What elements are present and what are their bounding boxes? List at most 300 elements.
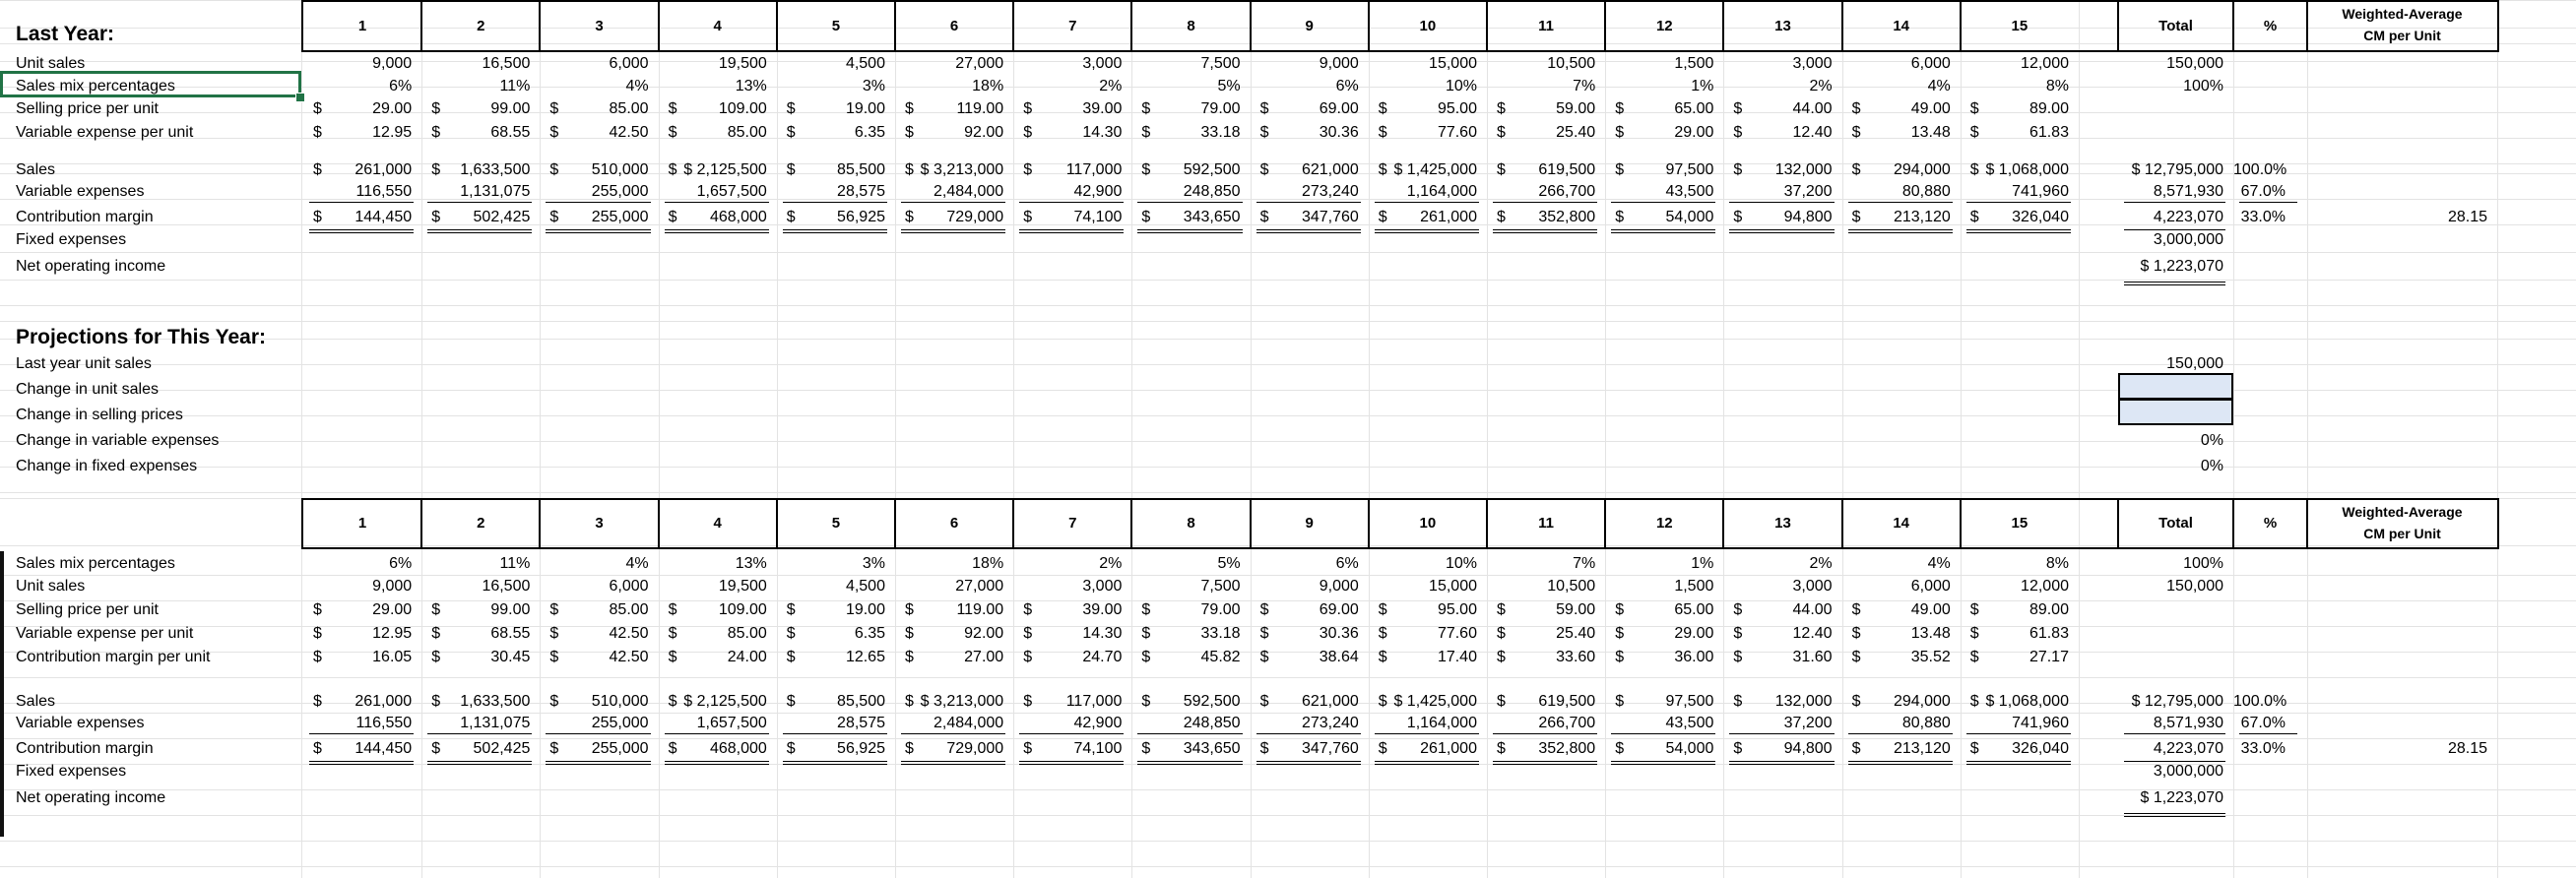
ty-cm-wacm: 28.15 xyxy=(2447,740,2487,757)
cell-ty0-8: 5% xyxy=(1217,555,1241,572)
cell-ly3-6: 92.00 xyxy=(964,124,1004,141)
ty-col-header-11: 11 xyxy=(1538,515,1555,532)
cell-ly-variable-5: 28,575 xyxy=(837,183,885,200)
underline xyxy=(1256,764,1361,765)
cell-ty1-8: 7,500 xyxy=(1200,578,1241,595)
cell-ty2-10: 95.00 xyxy=(1437,601,1477,618)
cell-ly-cm-14: 213,120 xyxy=(1893,209,1951,225)
dollar-sign: $ xyxy=(1259,740,1269,757)
underline xyxy=(309,202,414,203)
cell-ty-cm-5: 56,925 xyxy=(837,740,885,757)
projections-title: Projections for This Year: xyxy=(16,326,267,348)
cell-ly-sales-2: 1,633,500 xyxy=(460,161,531,178)
dollar-sign: $ xyxy=(313,124,322,141)
cell-ty-cm-3: 255,000 xyxy=(591,740,649,757)
total-underline xyxy=(2124,813,2225,814)
dollar-sign: $ xyxy=(313,161,322,178)
dollar-sign: $ xyxy=(1615,161,1625,178)
dollar-sign: $ xyxy=(1023,209,1033,225)
cell-ty2-9: 69.00 xyxy=(1319,601,1359,618)
dollar-sign: $ xyxy=(786,100,796,117)
cell-ty-cm-12: 54,000 xyxy=(1665,740,1714,757)
cell-ly-cm-7: 74,100 xyxy=(1073,209,1123,225)
cell-ty3-7: 14.30 xyxy=(1082,625,1123,642)
cell-ly0-1: 9,000 xyxy=(372,55,413,72)
underline xyxy=(309,229,414,230)
dollar-sign: $ xyxy=(549,100,559,117)
dollar-sign: $ xyxy=(1969,649,1979,665)
cell-ty0-7: 2% xyxy=(1099,555,1123,572)
dollar-sign: $ xyxy=(786,740,796,757)
underline xyxy=(1729,761,1834,762)
grid-row-line xyxy=(0,492,2576,493)
cell-ly-sales-9: 621,000 xyxy=(1301,161,1359,178)
cell-ty-variable-11: 266,700 xyxy=(1538,715,1596,731)
cell-ly0-5: 4,500 xyxy=(845,55,885,72)
cell-ly3-10: 77.60 xyxy=(1437,124,1477,141)
cell-ty3-14: 13.48 xyxy=(1910,625,1951,642)
ly-wacm-header-2: CM per Unit xyxy=(2363,28,2441,43)
cell-ty-cm-7: 74,100 xyxy=(1073,740,1123,757)
dollar-sign: $ xyxy=(1378,161,1387,178)
dollar-sign: $ xyxy=(1615,625,1625,642)
total-underline xyxy=(2124,229,2225,230)
total-underline xyxy=(2124,761,2225,762)
cell-ty4-7: 24.70 xyxy=(1082,649,1123,665)
cell-ty-sales-7: 117,000 xyxy=(1065,693,1123,710)
dollar-sign: $ xyxy=(1023,601,1033,618)
cell-ly1-10: 10% xyxy=(1445,78,1477,94)
dollar-sign: $ xyxy=(1969,693,1979,710)
cell-ty1-7: 3,000 xyxy=(1082,578,1123,595)
underline xyxy=(1137,232,1242,233)
underline xyxy=(427,761,532,762)
underline xyxy=(1611,232,1715,233)
underline xyxy=(901,232,1005,233)
projection-value-0: 150,000 xyxy=(2166,355,2223,372)
dollar-sign: $ xyxy=(431,209,441,225)
cell-ly3-11: 25.40 xyxy=(1556,124,1596,141)
dollar-sign: $ xyxy=(905,625,914,642)
row-label: Contribution margin xyxy=(16,209,154,225)
cell-ly-sales-3: 510,000 xyxy=(591,161,649,178)
cell-ty2-11: 59.00 xyxy=(1556,601,1596,618)
dollar-sign: $ xyxy=(1023,649,1033,665)
dollar-sign: $ xyxy=(549,693,559,710)
cell-ly-variable-10: 1,164,000 xyxy=(1406,183,1477,200)
dollar-sign: $ xyxy=(1141,124,1151,141)
cell-ly-sales-14: 294,000 xyxy=(1893,161,1951,178)
cell-ty-variable-4: 1,657,500 xyxy=(696,715,767,731)
cell-ty4-9: 38.64 xyxy=(1319,649,1359,665)
cell-ty-variable-12: 43,500 xyxy=(1665,715,1714,731)
cell-ly2-11: 59.00 xyxy=(1556,100,1596,117)
grid-row-line xyxy=(0,866,2576,867)
cell-ty-variable-5: 28,575 xyxy=(837,715,885,731)
cell-ly-cm-5: 56,925 xyxy=(837,209,885,225)
ty-col-header-2: 2 xyxy=(477,515,485,532)
row-label: Fixed expenses xyxy=(16,231,127,248)
grid-row-line xyxy=(0,305,2576,306)
cell-ty0-1: 6% xyxy=(389,555,413,572)
grid-row-line xyxy=(0,841,2576,842)
dollar-sign: $ xyxy=(313,649,322,665)
ly-col-header-12: 12 xyxy=(1655,17,1673,34)
dollar-sign: $ xyxy=(549,124,559,141)
total-underline xyxy=(2124,816,2225,817)
cell-ly2-12: 65.00 xyxy=(1674,100,1714,117)
cell-ty-cm-13: 94,800 xyxy=(1783,740,1833,757)
cell-ty1-5: 4,500 xyxy=(845,578,885,595)
dollar-sign: $ xyxy=(549,601,559,618)
cell-ly1-7: 2% xyxy=(1099,78,1123,94)
cell-ty1-15: 12,000 xyxy=(2021,578,2069,595)
cell-ty4-8: 45.82 xyxy=(1200,649,1241,665)
dollar-sign: $ xyxy=(1141,625,1151,642)
dollar-sign: $ xyxy=(431,740,441,757)
dollar-sign: $ xyxy=(1851,740,1861,757)
dollar-sign: $ xyxy=(1023,693,1033,710)
ly0-total: 150,000 xyxy=(2166,55,2223,72)
cell-ly-cm-12: 54,000 xyxy=(1665,209,1714,225)
cell-ly1-4: 13% xyxy=(735,78,767,94)
cell-ty0-13: 2% xyxy=(1809,555,1833,572)
cell-ly2-7: 39.00 xyxy=(1082,100,1123,117)
dollar-sign: $ xyxy=(313,740,322,757)
dollar-sign: $ xyxy=(431,100,441,117)
ty-col-header-1: 1 xyxy=(357,515,367,532)
underline xyxy=(1611,202,1715,203)
dollar-sign: $ xyxy=(1497,649,1506,665)
dollar-sign: $ xyxy=(905,161,914,178)
dollar-sign: $ xyxy=(1615,649,1625,665)
dollar-sign: $ xyxy=(668,209,677,225)
ty-col-header-14: 14 xyxy=(1893,515,1910,532)
cell-ly-variable-9: 273,240 xyxy=(1301,183,1359,200)
cell-ty2-6: 119.00 xyxy=(956,601,1004,618)
dollar-sign: $ xyxy=(1851,100,1861,117)
cell-ty2-2: 99.00 xyxy=(490,601,531,618)
underline xyxy=(309,733,414,734)
underline xyxy=(783,733,887,734)
underline xyxy=(1966,733,2071,734)
input-cell-1[interactable] xyxy=(2118,373,2233,400)
dollar-sign: $ xyxy=(549,209,559,225)
cell-ty1-2: 16,500 xyxy=(482,578,531,595)
cell-ty0-2: 11% xyxy=(499,555,531,572)
cell-ly2-2: 99.00 xyxy=(490,100,531,117)
cell-ly-sales-6: $ 3,213,000 xyxy=(920,161,1004,178)
cell-ly3-12: 29.00 xyxy=(1674,124,1714,141)
cell-ly1-9: 6% xyxy=(1335,78,1359,94)
underline xyxy=(783,202,887,203)
row-label: Variable expense per unit xyxy=(16,124,194,141)
cell-ly2-3: 85.00 xyxy=(609,100,649,117)
cell-ly0-9: 9,000 xyxy=(1319,55,1359,72)
ty-total-header: Total xyxy=(2158,515,2193,532)
cell-ly1-8: 5% xyxy=(1217,78,1241,94)
underline xyxy=(1137,764,1242,765)
cell-ty1-10: 15,000 xyxy=(1429,578,1477,595)
row-label: Sales mix percentages xyxy=(16,78,175,94)
cell-ly0-11: 10,500 xyxy=(1547,55,1596,72)
ty-variable-pct: 67.0% xyxy=(2240,715,2286,731)
cell-ly-variable-8: 248,850 xyxy=(1183,183,1241,200)
underline xyxy=(1137,202,1242,203)
cell-ty4-3: 42.50 xyxy=(609,649,649,665)
cell-ty2-1: 29.00 xyxy=(372,601,413,618)
dollar-sign: $ xyxy=(1023,124,1033,141)
cell-ly-variable-4: 1,657,500 xyxy=(696,183,767,200)
selection-fill-handle[interactable] xyxy=(295,93,305,102)
dollar-sign: $ xyxy=(431,625,441,642)
dollar-sign: $ xyxy=(1497,601,1506,618)
underline xyxy=(1493,764,1597,765)
cell-ty-variable-13: 37,200 xyxy=(1783,715,1833,731)
underline xyxy=(1729,232,1834,233)
underline xyxy=(665,202,769,203)
ly-total-header: Total xyxy=(2158,17,2193,34)
dollar-sign: $ xyxy=(1259,649,1269,665)
underline xyxy=(1256,202,1361,203)
dollar-sign: $ xyxy=(1378,740,1387,757)
cell-ly0-8: 7,500 xyxy=(1200,55,1241,72)
cell-ly3-13: 12.40 xyxy=(1792,124,1833,141)
grid-col-line xyxy=(301,0,302,878)
dollar-sign: $ xyxy=(313,100,322,117)
cell-ty-variable-6: 2,484,000 xyxy=(934,715,1004,731)
dollar-sign: $ xyxy=(1851,649,1861,665)
dollar-sign: $ xyxy=(1851,601,1861,618)
ly-col-header-5: 5 xyxy=(831,17,841,34)
underline xyxy=(1966,229,2071,230)
cell-ty-sales-4: $ 2,125,500 xyxy=(683,693,767,710)
ly-col-header-13: 13 xyxy=(1774,17,1791,34)
cell-ly-variable-12: 43,500 xyxy=(1665,183,1714,200)
cell-ly2-13: 44.00 xyxy=(1792,100,1833,117)
dollar-sign: $ xyxy=(786,209,796,225)
dollar-sign: $ xyxy=(1969,124,1979,141)
cell-ty3-12: 29.00 xyxy=(1674,625,1714,642)
dollar-sign: $ xyxy=(431,693,441,710)
cell-ly-sales-5: 85,500 xyxy=(837,161,885,178)
cell-ty-variable-2: 1,131,075 xyxy=(460,715,531,731)
dollar-sign: $ xyxy=(1851,209,1861,225)
underline xyxy=(546,764,650,765)
grid-row-line xyxy=(0,280,2576,281)
cell-ty-cm-6: 729,000 xyxy=(946,740,1004,757)
dollar-sign: $ xyxy=(1259,601,1269,618)
cell-ty1-14: 6,000 xyxy=(1910,578,1951,595)
cell-ty3-13: 12.40 xyxy=(1792,625,1833,642)
cell-ly1-14: 4% xyxy=(1927,78,1951,94)
cell-ty-sales-15: $ 1,068,000 xyxy=(1985,693,2069,710)
cell-ty-sales-1: 261,000 xyxy=(354,693,413,710)
dollar-sign: $ xyxy=(1259,625,1269,642)
cell-ty4-15: 27.17 xyxy=(2029,649,2069,665)
ly-col-header-11: 11 xyxy=(1538,17,1555,34)
cell-ly1-3: 4% xyxy=(625,78,649,94)
dollar-sign: $ xyxy=(431,601,441,618)
cell-ly-sales-4: $ 2,125,500 xyxy=(683,161,767,178)
ty-col-header-15: 15 xyxy=(2011,515,2029,532)
underline xyxy=(901,229,1005,230)
underline xyxy=(1848,761,1953,762)
cell-ly-variable-11: 266,700 xyxy=(1538,183,1596,200)
cell-ty2-4: 109.00 xyxy=(718,601,767,618)
dollar-sign: $ xyxy=(1615,601,1625,618)
cell-ly3-15: 61.83 xyxy=(2029,124,2069,141)
cell-ly0-7: 3,000 xyxy=(1082,55,1123,72)
dollar-sign: $ xyxy=(1259,693,1269,710)
cell-ly3-5: 6.35 xyxy=(854,124,885,141)
cell-ty4-1: 16.05 xyxy=(372,649,413,665)
underline xyxy=(427,232,532,233)
ly-col-header-14: 14 xyxy=(1893,17,1910,34)
cell-ty0-6: 18% xyxy=(972,555,1004,572)
dollar-sign: $ xyxy=(905,209,914,225)
cell-ty-variable-15: 741,960 xyxy=(2012,715,2069,731)
ly-col-header-4: 4 xyxy=(713,17,722,34)
cell-ty-sales-13: 132,000 xyxy=(1774,693,1833,710)
underline xyxy=(309,761,414,762)
dollar-sign: $ xyxy=(1141,601,1151,618)
underline xyxy=(1966,764,2071,765)
cell-ly-cm-6: 729,000 xyxy=(946,209,1004,225)
underline xyxy=(1611,764,1715,765)
selected-cell[interactable] xyxy=(0,71,301,97)
cell-ty-variable-7: 42,900 xyxy=(1073,715,1123,731)
underline xyxy=(1375,202,1479,203)
dollar-sign: $ xyxy=(1615,100,1625,117)
ly-col-header-1: 1 xyxy=(357,17,367,34)
underline xyxy=(1848,733,1953,734)
dollar-sign: $ xyxy=(786,161,796,178)
cell-ly2-4: 109.00 xyxy=(718,100,767,117)
cell-ty-variable-9: 273,240 xyxy=(1301,715,1359,731)
dollar-sign: $ xyxy=(1851,124,1861,141)
grid-col-line xyxy=(2079,0,2080,878)
cell-ty2-12: 65.00 xyxy=(1674,601,1714,618)
pct-underline xyxy=(2239,202,2297,203)
cell-ly2-10: 95.00 xyxy=(1437,100,1477,117)
cell-ty3-6: 92.00 xyxy=(964,625,1004,642)
underline xyxy=(665,761,769,762)
cell-ty0-9: 6% xyxy=(1335,555,1359,572)
cell-ly1-11: 7% xyxy=(1573,78,1596,94)
cell-ty2-13: 44.00 xyxy=(1792,601,1833,618)
cell-ly-sales-13: 132,000 xyxy=(1774,161,1833,178)
cell-ty3-5: 6.35 xyxy=(854,625,885,642)
input-cell-2[interactable] xyxy=(2118,399,2233,425)
underline xyxy=(1256,761,1361,762)
cell-ty4-2: 30.45 xyxy=(490,649,531,665)
dollar-sign: $ xyxy=(1733,693,1743,710)
dollar-sign: $ xyxy=(1378,693,1387,710)
dollar-sign: $ xyxy=(1378,100,1387,117)
dollar-sign: $ xyxy=(668,124,677,141)
underline xyxy=(1729,764,1834,765)
row-label: Sales mix percentages xyxy=(16,555,175,572)
cell-ly-cm-9: 347,760 xyxy=(1301,209,1359,225)
grid-row-line xyxy=(0,321,2576,322)
ly-col-header-15: 15 xyxy=(2011,17,2029,34)
underline xyxy=(665,229,769,230)
grid-row-line xyxy=(0,677,2576,678)
underline xyxy=(665,232,769,233)
cell-ly-cm-8: 343,650 xyxy=(1183,209,1241,225)
dollar-sign: $ xyxy=(1615,740,1625,757)
ty-col-header-8: 8 xyxy=(1187,515,1195,532)
underline xyxy=(1493,202,1597,203)
dollar-sign: $ xyxy=(1259,100,1269,117)
pct-underline xyxy=(2239,733,2297,734)
cell-ty-variable-14: 80,880 xyxy=(1901,715,1951,731)
cell-ly0-15: 12,000 xyxy=(2021,55,2069,72)
dollar-sign: $ xyxy=(1497,124,1506,141)
ly-noi-total: $ 1,223,070 xyxy=(2140,258,2223,275)
underline xyxy=(427,733,532,734)
ly-col-header-3: 3 xyxy=(595,17,604,34)
dollar-sign: $ xyxy=(1378,625,1387,642)
ty-cm-total: 4,223,070 xyxy=(2153,740,2223,757)
ly-col-header-2: 2 xyxy=(477,17,485,34)
cell-ly1-13: 2% xyxy=(1809,78,1833,94)
cell-ty4-13: 31.60 xyxy=(1792,649,1833,665)
dollar-sign: $ xyxy=(549,740,559,757)
underline xyxy=(1019,764,1124,765)
underline xyxy=(1966,761,2071,762)
cell-ty2-14: 49.00 xyxy=(1910,601,1951,618)
projection-value-3: 0% xyxy=(2200,432,2223,449)
projection-label: Change in variable expenses xyxy=(16,432,220,449)
underline xyxy=(1611,761,1715,762)
cell-ty4-10: 17.40 xyxy=(1437,649,1477,665)
ty-sales-pct: 100.0% xyxy=(2233,693,2287,710)
cell-ty3-2: 68.55 xyxy=(490,625,531,642)
dollar-sign: $ xyxy=(1733,649,1743,665)
cell-ly1-15: 8% xyxy=(2045,78,2069,94)
row-label: Variable expense per unit xyxy=(16,625,194,642)
cell-ty3-15: 61.83 xyxy=(2029,625,2069,642)
cell-ty3-3: 42.50 xyxy=(609,625,649,642)
dollar-sign: $ xyxy=(786,649,796,665)
cell-ly-cm-1: 144,450 xyxy=(354,209,413,225)
underline xyxy=(1493,761,1597,762)
underline xyxy=(1375,764,1479,765)
underline xyxy=(901,764,1005,765)
dollar-sign: $ xyxy=(1497,100,1506,117)
cell-ly-sales-7: 117,000 xyxy=(1065,161,1123,178)
cell-ty-cm-10: 261,000 xyxy=(1420,740,1477,757)
dollar-sign: $ xyxy=(1023,161,1033,178)
cell-ly1-6: 18% xyxy=(972,78,1004,94)
cell-ty0-12: 1% xyxy=(1691,555,1714,572)
dollar-sign: $ xyxy=(1259,209,1269,225)
ty-col-header-12: 12 xyxy=(1655,515,1673,532)
dollar-sign: $ xyxy=(1259,124,1269,141)
row-label: Contribution margin per unit xyxy=(16,649,211,665)
underline xyxy=(1019,232,1124,233)
dollar-sign: $ xyxy=(668,649,677,665)
underline xyxy=(1848,764,1953,765)
row-label: Net operating income xyxy=(16,789,166,806)
row-label: Variable expenses xyxy=(16,715,145,731)
dollar-sign: $ xyxy=(1851,625,1861,642)
cell-ty0-4: 13% xyxy=(735,555,767,572)
dollar-sign: $ xyxy=(786,693,796,710)
dollar-sign: $ xyxy=(1969,625,1979,642)
